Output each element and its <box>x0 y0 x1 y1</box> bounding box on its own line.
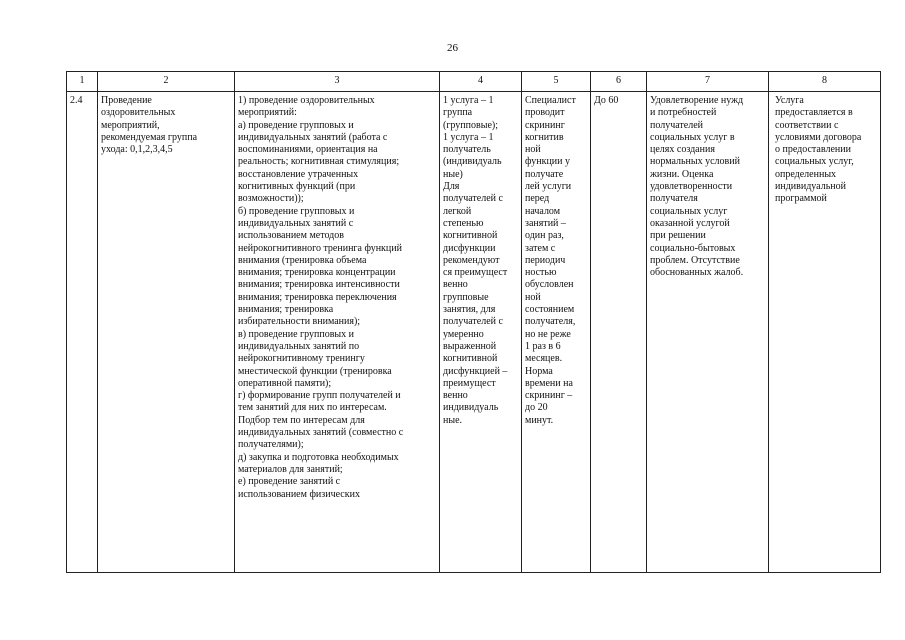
header-col-5: 5 <box>522 72 591 92</box>
table-row <box>67 92 881 573</box>
header-col-2: 2 <box>98 72 235 92</box>
quality-indicators-text: Удовлетворение нужд и потребностей получателей социальных услуг в целях создания нормальных условий жизни. Оценка удовлетворенности получателя социальных услуг оказанной услугой при решении социально-бытовых проблем. Отсутствие обоснованных жалоб. <box>650 95 744 279</box>
header-col-6: 6 <box>591 72 647 92</box>
page-number: 26 <box>447 42 458 54</box>
header-col-8: 8 <box>769 72 881 92</box>
service-name-text: Проведение оздоровительных мероприятий, рекомендуемая группа ухода: 0,1,2,3,4,5 <box>101 95 198 156</box>
item-number-text: 2.4 <box>70 95 83 106</box>
cell-quality-indicators <box>647 92 769 573</box>
table-header-row <box>67 72 881 92</box>
services-table <box>66 71 881 573</box>
cell-conditions <box>769 92 881 573</box>
cell-service-content <box>235 92 440 573</box>
cell-item-number <box>67 92 98 573</box>
conditions-text: Услуга предоставляется в соответствии с условиями договора о предоставлении социальных услуг, определенных индивидуальной программой <box>775 95 862 205</box>
cell-service-unit <box>440 92 522 573</box>
cell-screening <box>522 92 591 573</box>
header-col-3: 3 <box>235 72 440 92</box>
cell-service-name <box>98 92 235 573</box>
duration-text: До 60 <box>594 95 619 106</box>
cell-duration <box>591 92 647 573</box>
header-col-7: 7 <box>647 72 769 92</box>
service-content-text: 1) проведение оздоровительных мероприятий: а) проведение групповых и индивидуальных занятий (работа с воспоминаниями, ориентация на реальность; когнитивная стимуляция; восстановление утраченных когнитивных функций (при возможности)); б) проведение групповых и индивидуальных занятий с использованием методов нейрокогнитивного тренинга функций внимания (тренировка объема внимания; тренировка концентрации внимания; тренировка интенсивности внимания; тренировка переключения внимания; тренировка избирательности внимания); в) проведение групповых и индивидуальных занятий по нейрокогнитивному тренингу мнестической функции (тренировка оперативной памяти); г) формирование групп получателей и тем занятий для них по интересам. Подбор тем по интересам для индивидуальных занятий (совместно с получателями); д) закупка и подготовка необходимых материалов для занятий; е) проведение занятий с использованием физических <box>238 95 404 500</box>
service-unit-text: 1 услуга – 1 группа (групповые); 1 услуга – 1 получатель (индивидуаль ные) Для получателей с легкой степенью когнитивной дисфункции рекомендуют ся преимущест венно групповые занятия, для получателей с умеренно выраженной когнитивной дисфункцией – преимущест венно индивидуаль ные. <box>443 95 508 426</box>
header-col-4: 4 <box>440 72 522 92</box>
screening-text: Специалист проводит скрининг когнитив ной функции у получате лей услуги перед началом занятий – один раз, затем с периодич ностью обусловлен ной состоянием получателя, но не реже 1 раз в 6 месяцев. Норма времени на скрининг – до 20 минут. <box>525 95 576 426</box>
header-col-1: 1 <box>67 72 98 92</box>
